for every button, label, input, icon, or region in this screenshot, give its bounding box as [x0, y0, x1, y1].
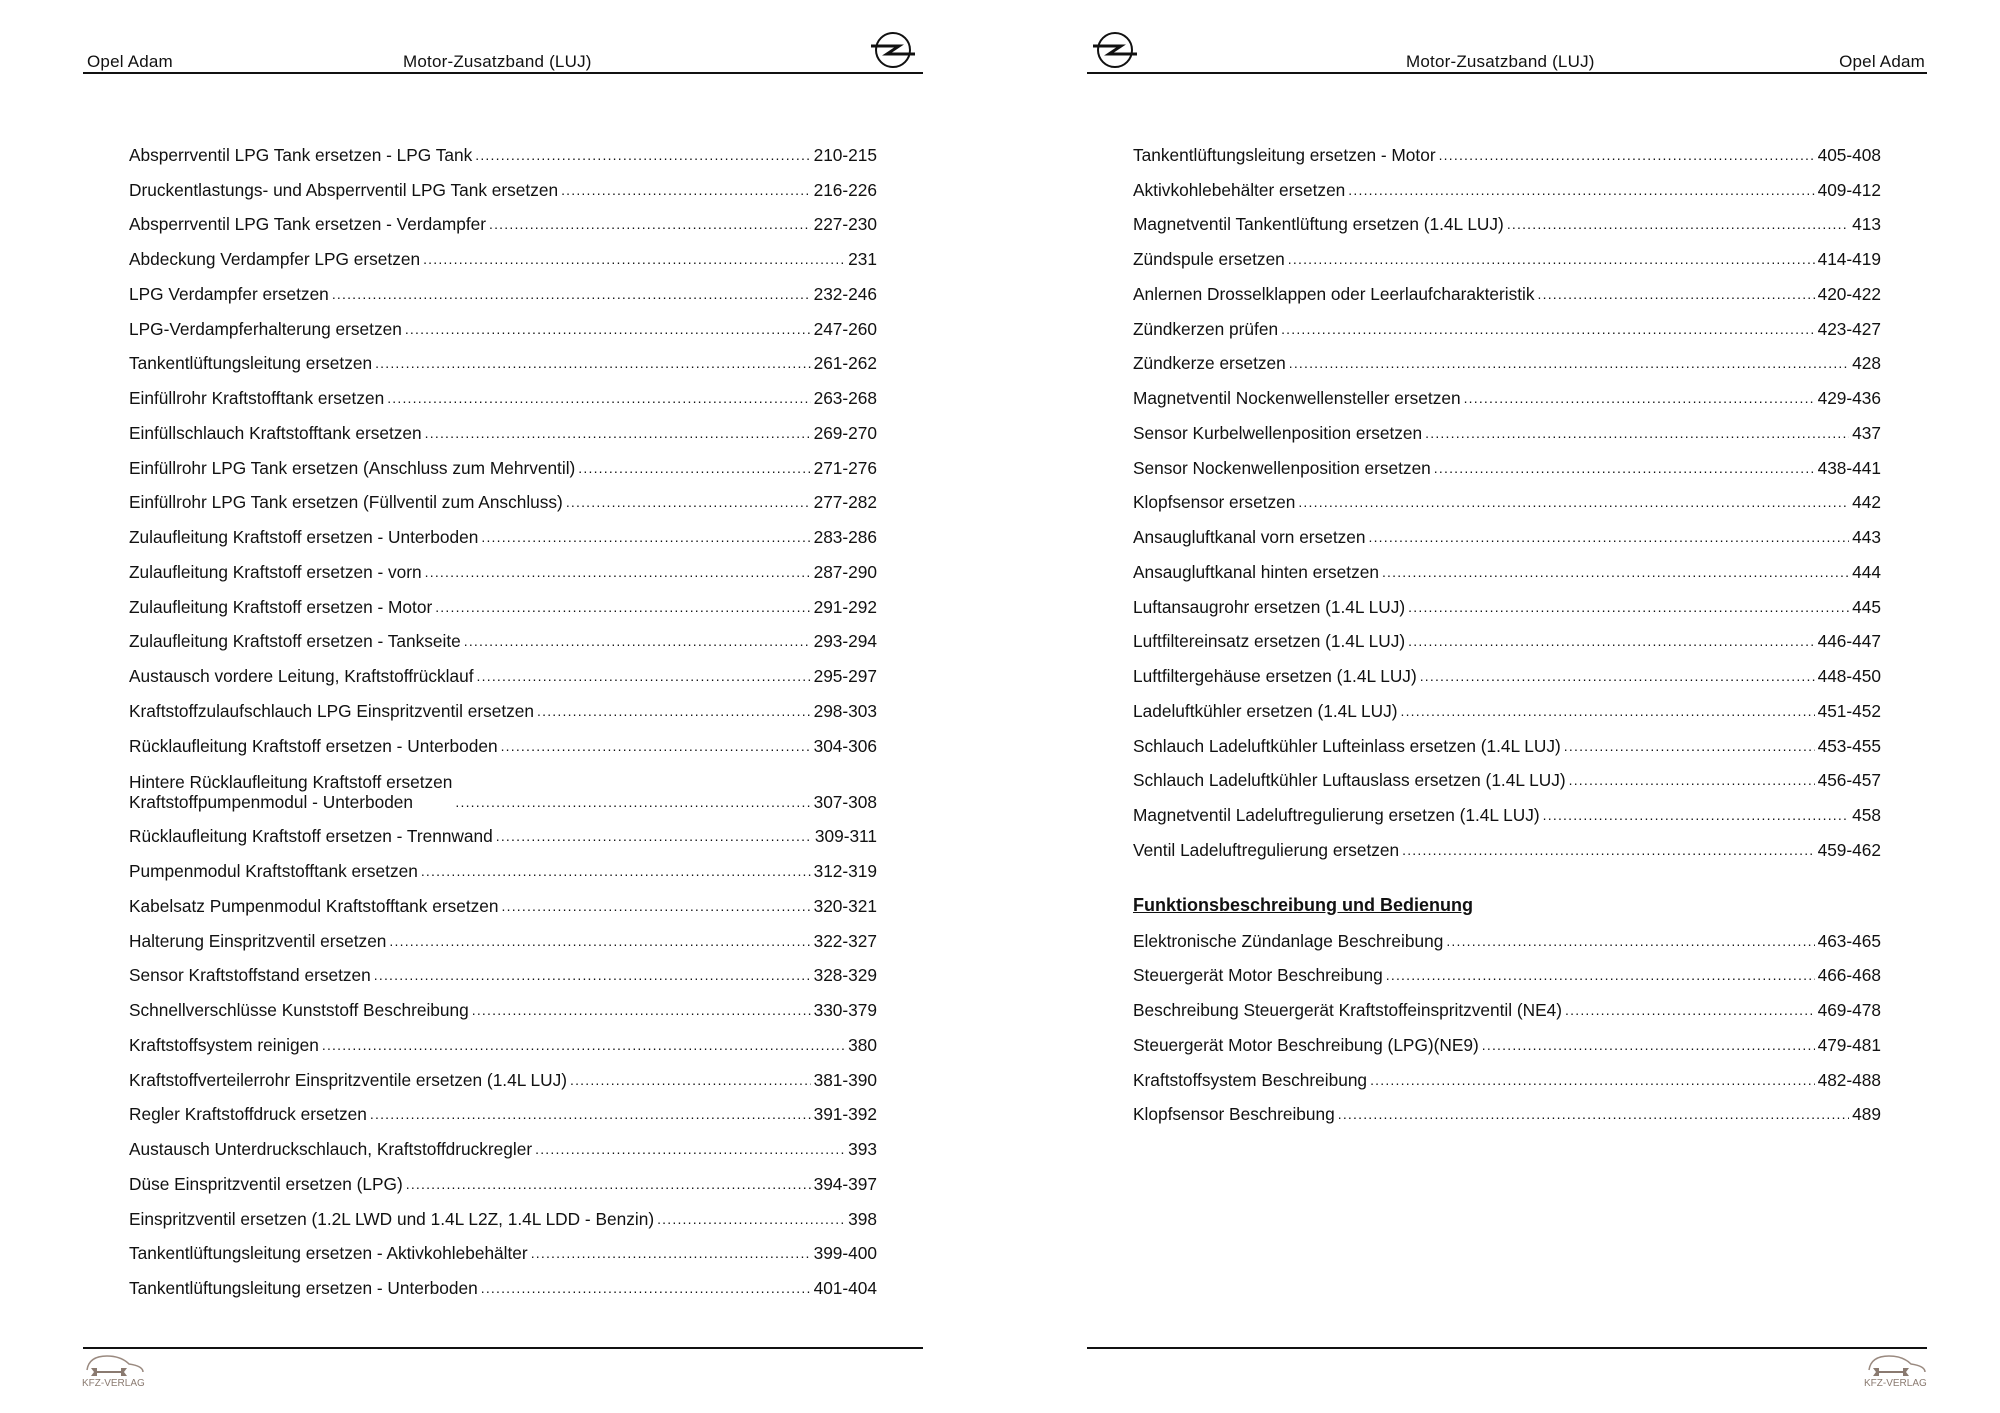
footer-rule [83, 1347, 923, 1349]
toc-entry[interactable] [1133, 339, 1881, 374]
toc-entry[interactable] [1133, 547, 1881, 582]
toc-entry-title: Einspritzventil ersetzen (1.2L LWD und 1.4L L2Z, 1.4L LDD - Benzin) [129, 1208, 655, 1229]
toc-entry-pages: 298-303 [813, 700, 877, 721]
toc-entry-title: Aktivkohlebehälter ersetzen [1133, 179, 1346, 200]
toc-entry[interactable] [129, 130, 877, 165]
toc-entry[interactable] [1133, 790, 1881, 825]
opel-logo-icon [1091, 30, 1137, 70]
toc-entry[interactable] [129, 1159, 877, 1194]
dot-leader [425, 423, 811, 443]
dot-leader [1543, 805, 1849, 825]
header-title: Motor-Zusatzband (LUJ) [1406, 52, 1595, 71]
toc-entry-pages: 453-455 [1817, 735, 1881, 756]
dot-leader [455, 792, 810, 812]
toc-entry-title: LPG-Verdampferhalterung ersetzen [129, 318, 402, 339]
toc-entry-title: Magnetventil Ladeluftregulierung ersetzen (1.4L LUJ) [1133, 805, 1540, 825]
dot-leader [502, 896, 811, 916]
toc-entry[interactable] [129, 200, 877, 235]
dot-leader [1408, 597, 1849, 617]
dot-leader [1370, 1070, 1815, 1090]
dot-leader [472, 1000, 811, 1020]
toc-entry[interactable] [1133, 443, 1881, 478]
toc-entry-pages: 247-260 [813, 318, 877, 339]
toc-entry-title: Ventil Ladeluftregulierung ersetzen [1133, 839, 1400, 860]
toc-entry-pages: 438-441 [1817, 457, 1881, 478]
dot-leader [477, 666, 811, 686]
toc-entry[interactable] [1133, 478, 1881, 513]
toc-entry-pages: 444 [1852, 561, 1881, 582]
toc-entry-title: Rücklaufleitung Kraftstoff ersetzen - Unterboden [129, 735, 498, 756]
toc-entry[interactable] [129, 951, 877, 986]
toc-entry-pages: 309-311 [814, 826, 877, 847]
dot-leader [1348, 180, 1814, 200]
dot-leader [561, 180, 811, 200]
toc-entry-title: Magnetventil Tankentlüftung ersetzen (1.4L LUJ) [1133, 214, 1504, 235]
toc-entry-pages: 263-268 [813, 388, 877, 408]
toc-entry-title: Sensor Kraftstoffstand ersetzen [129, 965, 371, 986]
toc-entry-pages: 479-481 [1817, 1034, 1881, 1055]
dot-leader [1288, 249, 1815, 269]
toc-entry-pages: 414-419 [1817, 249, 1881, 269]
toc-entry-title-line1: Hintere Rücklaufleitung Kraftstoff ersetzen [129, 771, 453, 792]
toc-entry-pages: 216-226 [813, 179, 877, 200]
dot-leader [1538, 284, 1815, 304]
toc-entry-title: Beschreibung Steuergerät Kraftstoffeinspritzventil (NE4) [1133, 1000, 1563, 1020]
toc-entry-pages: 227-230 [813, 214, 877, 235]
dot-leader [1464, 388, 1815, 408]
toc-entry-pages: 269-270 [813, 422, 877, 443]
toc-entry-title: Tankentlüftungsleitung ersetzen [129, 353, 373, 374]
toc-entry[interactable] [129, 443, 877, 478]
dot-leader [375, 353, 811, 373]
toc-entry[interactable] [129, 339, 877, 374]
toc-entry-title: Kraftstoffverteilerrohr Einspritzventile ersetzen (1.4L LUJ) [129, 1069, 567, 1090]
toc-entry-title: Elektronische Zündanlage Beschreibung [1133, 930, 1444, 951]
toc-entry[interactable] [129, 812, 877, 847]
toc-entry[interactable] [129, 234, 877, 269]
toc-entry-title: Schlauch Ladeluftkühler Lufteinlass ersetzen (1.4L LUJ) [1133, 735, 1561, 756]
toc-entry-title: Tankentlüftungsleitung ersetzen - Unterboden [129, 1278, 478, 1298]
toc-entry[interactable] [1133, 165, 1881, 200]
toc-entry[interactable] [129, 686, 877, 721]
toc-entry-title: Einfüllrohr LPG Tank ersetzen (Füllventil zum Anschluss) [129, 492, 563, 513]
toc-entry-pages: 423-427 [1817, 318, 1881, 339]
toc-entry[interactable] [1133, 512, 1881, 547]
toc-entry-pages: 458 [1852, 805, 1881, 825]
toc-entry-pages: 413 [1852, 214, 1881, 235]
toc-entry-pages: 401-404 [813, 1278, 877, 1298]
toc-entry-title: Klopfsensor Beschreibung [1133, 1104, 1335, 1125]
toc-entry-pages: 420-422 [1817, 283, 1881, 304]
toc-entry-title: Luftansaugrohr ersetzen (1.4L LUJ) [1133, 596, 1406, 617]
toc-entry-title: Absperrventil LPG Tank ersetzen - Verdampfer [129, 214, 486, 235]
dot-leader [481, 527, 810, 547]
toc-entry-pages: 295-297 [813, 666, 877, 686]
toc-entry[interactable] [1133, 130, 1881, 165]
dot-leader [322, 1035, 845, 1055]
dot-leader [501, 736, 811, 756]
toc-entry[interactable] [129, 1090, 877, 1125]
toc-entry[interactable] [1133, 304, 1881, 339]
dot-leader [1400, 701, 1814, 721]
toc-entry-title: Einfüllrohr Kraftstofftank ersetzen [129, 388, 385, 408]
toc-entry-title: Pumpenmodul Kraftstofftank ersetzen [129, 861, 418, 881]
toc-entry-pages: 463-465 [1817, 930, 1881, 951]
dot-leader [1507, 214, 1849, 234]
toc-entry-pages: 391-392 [813, 1104, 877, 1125]
dot-leader [1439, 145, 1815, 165]
dot-leader [496, 826, 812, 846]
dot-leader [405, 319, 811, 339]
dot-leader [423, 249, 845, 269]
header-title: Motor-Zusatzband (LUJ) [403, 52, 592, 71]
dot-leader [489, 214, 811, 234]
dot-leader [1565, 1000, 1815, 1020]
toc-entry[interactable] [129, 1124, 877, 1159]
toc-entry-title: Zulaufleitung Kraftstoff ersetzen - Unterboden [129, 527, 479, 547]
toc-entry-pages: 469-478 [1817, 1000, 1881, 1020]
toc-entry-pages: 405-408 [1817, 144, 1881, 165]
toc-entry-title: Absperrventil LPG Tank ersetzen - LPG Tank [129, 144, 473, 165]
dot-leader [1382, 562, 1849, 582]
toc-entry-title: Kabelsatz Pumpenmodul Kraftstofftank ersetzen [129, 895, 499, 916]
toc-entry-pages: 398 [848, 1208, 877, 1229]
toc-entry-title: Regler Kraftstoffdruck ersetzen [129, 1104, 367, 1125]
dot-leader [1434, 458, 1815, 478]
toc-list [1133, 130, 1881, 1124]
toc-entry-title: Magnetventil Nockenwellensteller ersetzen [1133, 388, 1461, 408]
toc-entry-pages: 293-294 [813, 631, 877, 652]
toc-entry-pages: 312-319 [813, 861, 877, 881]
toc-entry-title: Zulaufleitung Kraftstoff ersetzen - Tankseite [129, 631, 461, 652]
toc-entry[interactable] [129, 846, 877, 881]
toc-entry-title: Austausch Unterdruckschlauch, Kraftstoffdruckregler [129, 1139, 533, 1159]
toc-entry-pages: 409-412 [1817, 179, 1881, 200]
toc-entry[interactable] [129, 617, 877, 652]
toc-entry-pages: 446-447 [1817, 631, 1881, 652]
toc-entry[interactable] [129, 1020, 877, 1055]
toc-entry[interactable] [129, 269, 877, 304]
toc-entry[interactable] [1133, 269, 1881, 304]
toc-entry-title: Druckentlastungs- und Absperrventil LPG Tank ersetzen [129, 179, 559, 200]
toc-entry-title: Rücklaufleitung Kraftstoff ersetzen - Trennwand [129, 826, 493, 847]
footer-rule [1087, 1347, 1927, 1349]
toc-entry-pages: 232-246 [813, 283, 877, 304]
dot-leader [657, 1209, 845, 1229]
toc-entry-pages: 271-276 [813, 457, 877, 478]
dot-leader [464, 631, 811, 651]
toc-entry-title: Kraftstoffsystem Beschreibung [1133, 1069, 1368, 1090]
dot-leader [370, 1104, 811, 1124]
dot-leader [1338, 1104, 1849, 1124]
toc-entry[interactable] [129, 165, 877, 200]
toc-entry-pages: 448-450 [1817, 666, 1881, 686]
toc-entry[interactable] [1133, 686, 1881, 721]
header-car: Opel Adam [87, 52, 173, 71]
toc-entry[interactable] [129, 408, 877, 443]
toc-entry[interactable] [1133, 951, 1881, 986]
dot-leader [435, 597, 810, 617]
toc-entry-title: LPG Verdampfer ersetzen [129, 283, 329, 304]
toc-entry[interactable] [129, 1194, 877, 1229]
toc-list [129, 130, 877, 1298]
dot-leader [1482, 1035, 1815, 1055]
toc-entry-pages: 210-215 [813, 144, 877, 165]
toc-entry-title: Tankentlüftungsleitung ersetzen - Aktivkohlebehälter [129, 1243, 528, 1264]
toc-entry[interactable] [129, 547, 877, 582]
toc-entry-title: Einfüllrohr LPG Tank ersetzen (Anschluss zum Mehrventil) [129, 457, 576, 478]
toc-entry[interactable] [129, 582, 877, 617]
toc-entry[interactable] [129, 881, 877, 916]
toc-entry[interactable] [1133, 1020, 1881, 1055]
toc-entry-pages: 437 [1852, 422, 1881, 443]
toc-entry-title: Zulaufleitung Kraftstoff ersetzen - vorn [129, 561, 422, 582]
toc-entry-title: Sensor Kurbelwellenposition ersetzen [1133, 422, 1423, 443]
dot-leader [374, 965, 811, 985]
toc-entry-pages: 394-397 [813, 1173, 877, 1194]
dot-leader [1386, 965, 1815, 985]
toc-entry-pages: 445 [1852, 596, 1881, 617]
dot-leader [387, 388, 810, 408]
toc-entry[interactable] [1133, 916, 1881, 951]
toc-entry[interactable] [1133, 234, 1881, 269]
toc-entry[interactable] [129, 985, 877, 1020]
toc-entry-title: Zündkerze ersetzen [1133, 353, 1286, 374]
toc-entry-pages: 443 [1852, 527, 1881, 547]
toc-entry[interactable] [1133, 721, 1881, 756]
svg-text:KFZ-VERLAG: KFZ-VERLAG [1864, 1378, 1927, 1389]
toc-entry-title: Kraftstoffsystem reinigen [129, 1034, 319, 1055]
toc-entry-title: Abdeckung Verdampfer LPG ersetzen [129, 249, 421, 269]
dot-leader [1569, 770, 1815, 790]
toc-entry-pages: 482-488 [1817, 1069, 1881, 1090]
toc-entry-pages: 451-452 [1817, 700, 1881, 721]
toc-entry-pages: 399-400 [813, 1243, 877, 1264]
toc-entry-title: Schnellverschlüsse Kunststoff Beschreibung [129, 1000, 469, 1020]
toc-entry-title: Kraftstoffzulaufschlauch LPG Einspritzventil ersetzen [129, 700, 535, 721]
dot-leader [570, 1070, 811, 1090]
toc-entry-title: Austausch vordere Leitung, Kraftstoffrücklauf [129, 666, 474, 686]
toc-entry-title-line2: Kraftstoffpumpenmodul - Unterboden [129, 791, 414, 812]
svg-text:KFZ-VERLAG: KFZ-VERLAG [82, 1378, 145, 1389]
toc-entry-title: Düse Einspritzventil ersetzen (LPG) [129, 1173, 403, 1194]
header-rule [1087, 72, 1927, 74]
toc-entry-pages: 393 [848, 1139, 877, 1159]
toc-entry[interactable] [129, 651, 877, 686]
dot-leader [421, 861, 811, 881]
toc-entry[interactable] [1133, 651, 1881, 686]
toc-entry-title: Zündkerzen prüfen [1133, 318, 1279, 339]
toc-entry-pages: 322-327 [813, 930, 877, 951]
toc-entry-title: Steuergerät Motor Beschreibung (LPG)(NE9) [1133, 1034, 1479, 1055]
dot-leader [425, 562, 811, 582]
toc-entry-pages: 380 [848, 1034, 877, 1055]
toc-entry[interactable] [1133, 985, 1881, 1020]
toc-entry-title: Luftfiltereinsatz ersetzen (1.4L LUJ) [1133, 631, 1406, 652]
toc-entry-title: Ansaugluftkanal vorn ersetzen [1133, 527, 1366, 547]
dot-leader [1281, 319, 1815, 339]
toc-entry-title [129, 772, 452, 812]
toc-entry[interactable] [1133, 617, 1881, 652]
kfz-verlag-logo-icon [1863, 1352, 1929, 1392]
dot-leader [1408, 631, 1814, 651]
dot-leader [1368, 527, 1849, 547]
toc-entry-pages: 429-436 [1817, 388, 1881, 408]
header-rule [83, 72, 923, 74]
toc-entry-pages: 277-282 [813, 492, 877, 513]
toc-entry[interactable] [1133, 1055, 1881, 1090]
left-page [83, 0, 943, 1413]
dot-leader [1446, 931, 1814, 951]
opel-logo-icon [869, 30, 915, 70]
toc-entry-title: Einfüllschlauch Kraftstofftank ersetzen [129, 422, 422, 443]
toc-entry[interactable] [129, 1229, 877, 1264]
dot-leader [1425, 423, 1849, 443]
dot-leader [406, 1174, 811, 1194]
toc-entry-pages: 330-379 [813, 1000, 877, 1020]
section-heading: Funktionsbeschreibung und Bedienung [1133, 894, 1473, 915]
dot-leader [531, 1243, 811, 1263]
toc-entry[interactable] [129, 478, 877, 513]
toc-entry-title: Steuergerät Motor Beschreibung [1133, 965, 1383, 986]
dot-leader [475, 145, 810, 165]
dot-leader [566, 492, 811, 512]
toc-entry[interactable] [1133, 825, 1881, 860]
toc-entry-pages: 466-468 [1817, 965, 1881, 986]
toc-entry-pages: 456-457 [1817, 770, 1881, 791]
toc-entry[interactable] [1133, 200, 1881, 235]
toc-entry-title: Ansaugluftkanal hinten ersetzen [1133, 561, 1379, 582]
toc-entry-pages: 283-286 [813, 527, 877, 547]
toc-entry-pages: 304-306 [813, 735, 877, 756]
toc-entry-pages: 291-292 [813, 596, 877, 617]
toc-entry-pages: 261-262 [813, 353, 877, 374]
dot-leader [1298, 492, 1849, 512]
dot-leader [1420, 666, 1815, 686]
toc-entry-title: Klopfsensor ersetzen [1133, 492, 1296, 513]
dot-leader [1289, 353, 1849, 373]
dot-leader [481, 1278, 811, 1298]
toc-entry[interactable] [129, 721, 877, 756]
toc-entry-pages: 231 [848, 249, 877, 269]
toc-entry-pages: 307-308 [813, 791, 877, 812]
toc-entry-title: Anlernen Drosselklappen oder Leerlaufcharakteristik [1133, 283, 1535, 304]
toc-entry-title: Schlauch Ladeluftkühler Luftauslass ersetzen (1.4L LUJ) [1133, 770, 1566, 791]
right-page [1087, 0, 1947, 1413]
toc-entry-title: Sensor Nockenwellenposition ersetzen [1133, 457, 1431, 478]
toc-entry[interactable] [1133, 756, 1881, 791]
dot-leader [1564, 736, 1815, 756]
toc-entry-pages: 459-462 [1817, 839, 1881, 860]
dot-leader [1402, 840, 1814, 860]
dot-leader [537, 701, 811, 721]
toc-entry[interactable] [129, 373, 877, 408]
kfz-verlag-logo-icon [81, 1352, 147, 1392]
toc-entry[interactable] [129, 1055, 877, 1090]
dot-leader [332, 284, 811, 304]
toc-entry[interactable] [129, 1263, 877, 1298]
toc-entry-title: Zündspule ersetzen [1133, 249, 1285, 269]
toc-entry[interactable] [129, 756, 877, 812]
header-car: Opel Adam [1839, 52, 1925, 71]
toc-entry-pages: 428 [1852, 353, 1881, 374]
toc-entry[interactable] [1133, 1090, 1881, 1125]
toc-entry[interactable] [129, 304, 877, 339]
toc-entry-title: Luftfiltergehäuse ersetzen (1.4L LUJ) [1133, 666, 1417, 686]
toc-entry[interactable] [129, 916, 877, 951]
toc-entry-pages: 287-290 [813, 561, 877, 582]
toc-entry-pages: 489 [1852, 1104, 1881, 1125]
toc-entry-title: Tankentlüftungsleitung ersetzen - Motor [1133, 144, 1436, 165]
toc-entry-pages: 381-390 [813, 1069, 877, 1090]
toc-entry[interactable] [1133, 582, 1881, 617]
toc-entry-title: Halterung Einspritzventil ersetzen [129, 930, 387, 951]
toc-entry-title: Ladeluftkühler ersetzen (1.4L LUJ) [1133, 700, 1398, 721]
toc-entry[interactable] [129, 512, 877, 547]
dot-leader [578, 458, 810, 478]
dot-leader [535, 1139, 845, 1159]
toc-entry-pages: 328-329 [813, 965, 877, 986]
toc-entry-title: Zulaufleitung Kraftstoff ersetzen - Motor [129, 596, 433, 617]
dot-leader [389, 931, 810, 951]
toc-entry-pages: 320-321 [813, 895, 877, 916]
toc-entry[interactable] [1133, 373, 1881, 408]
toc-entry-pages: 442 [1852, 492, 1881, 513]
toc-entry[interactable] [1133, 408, 1881, 443]
